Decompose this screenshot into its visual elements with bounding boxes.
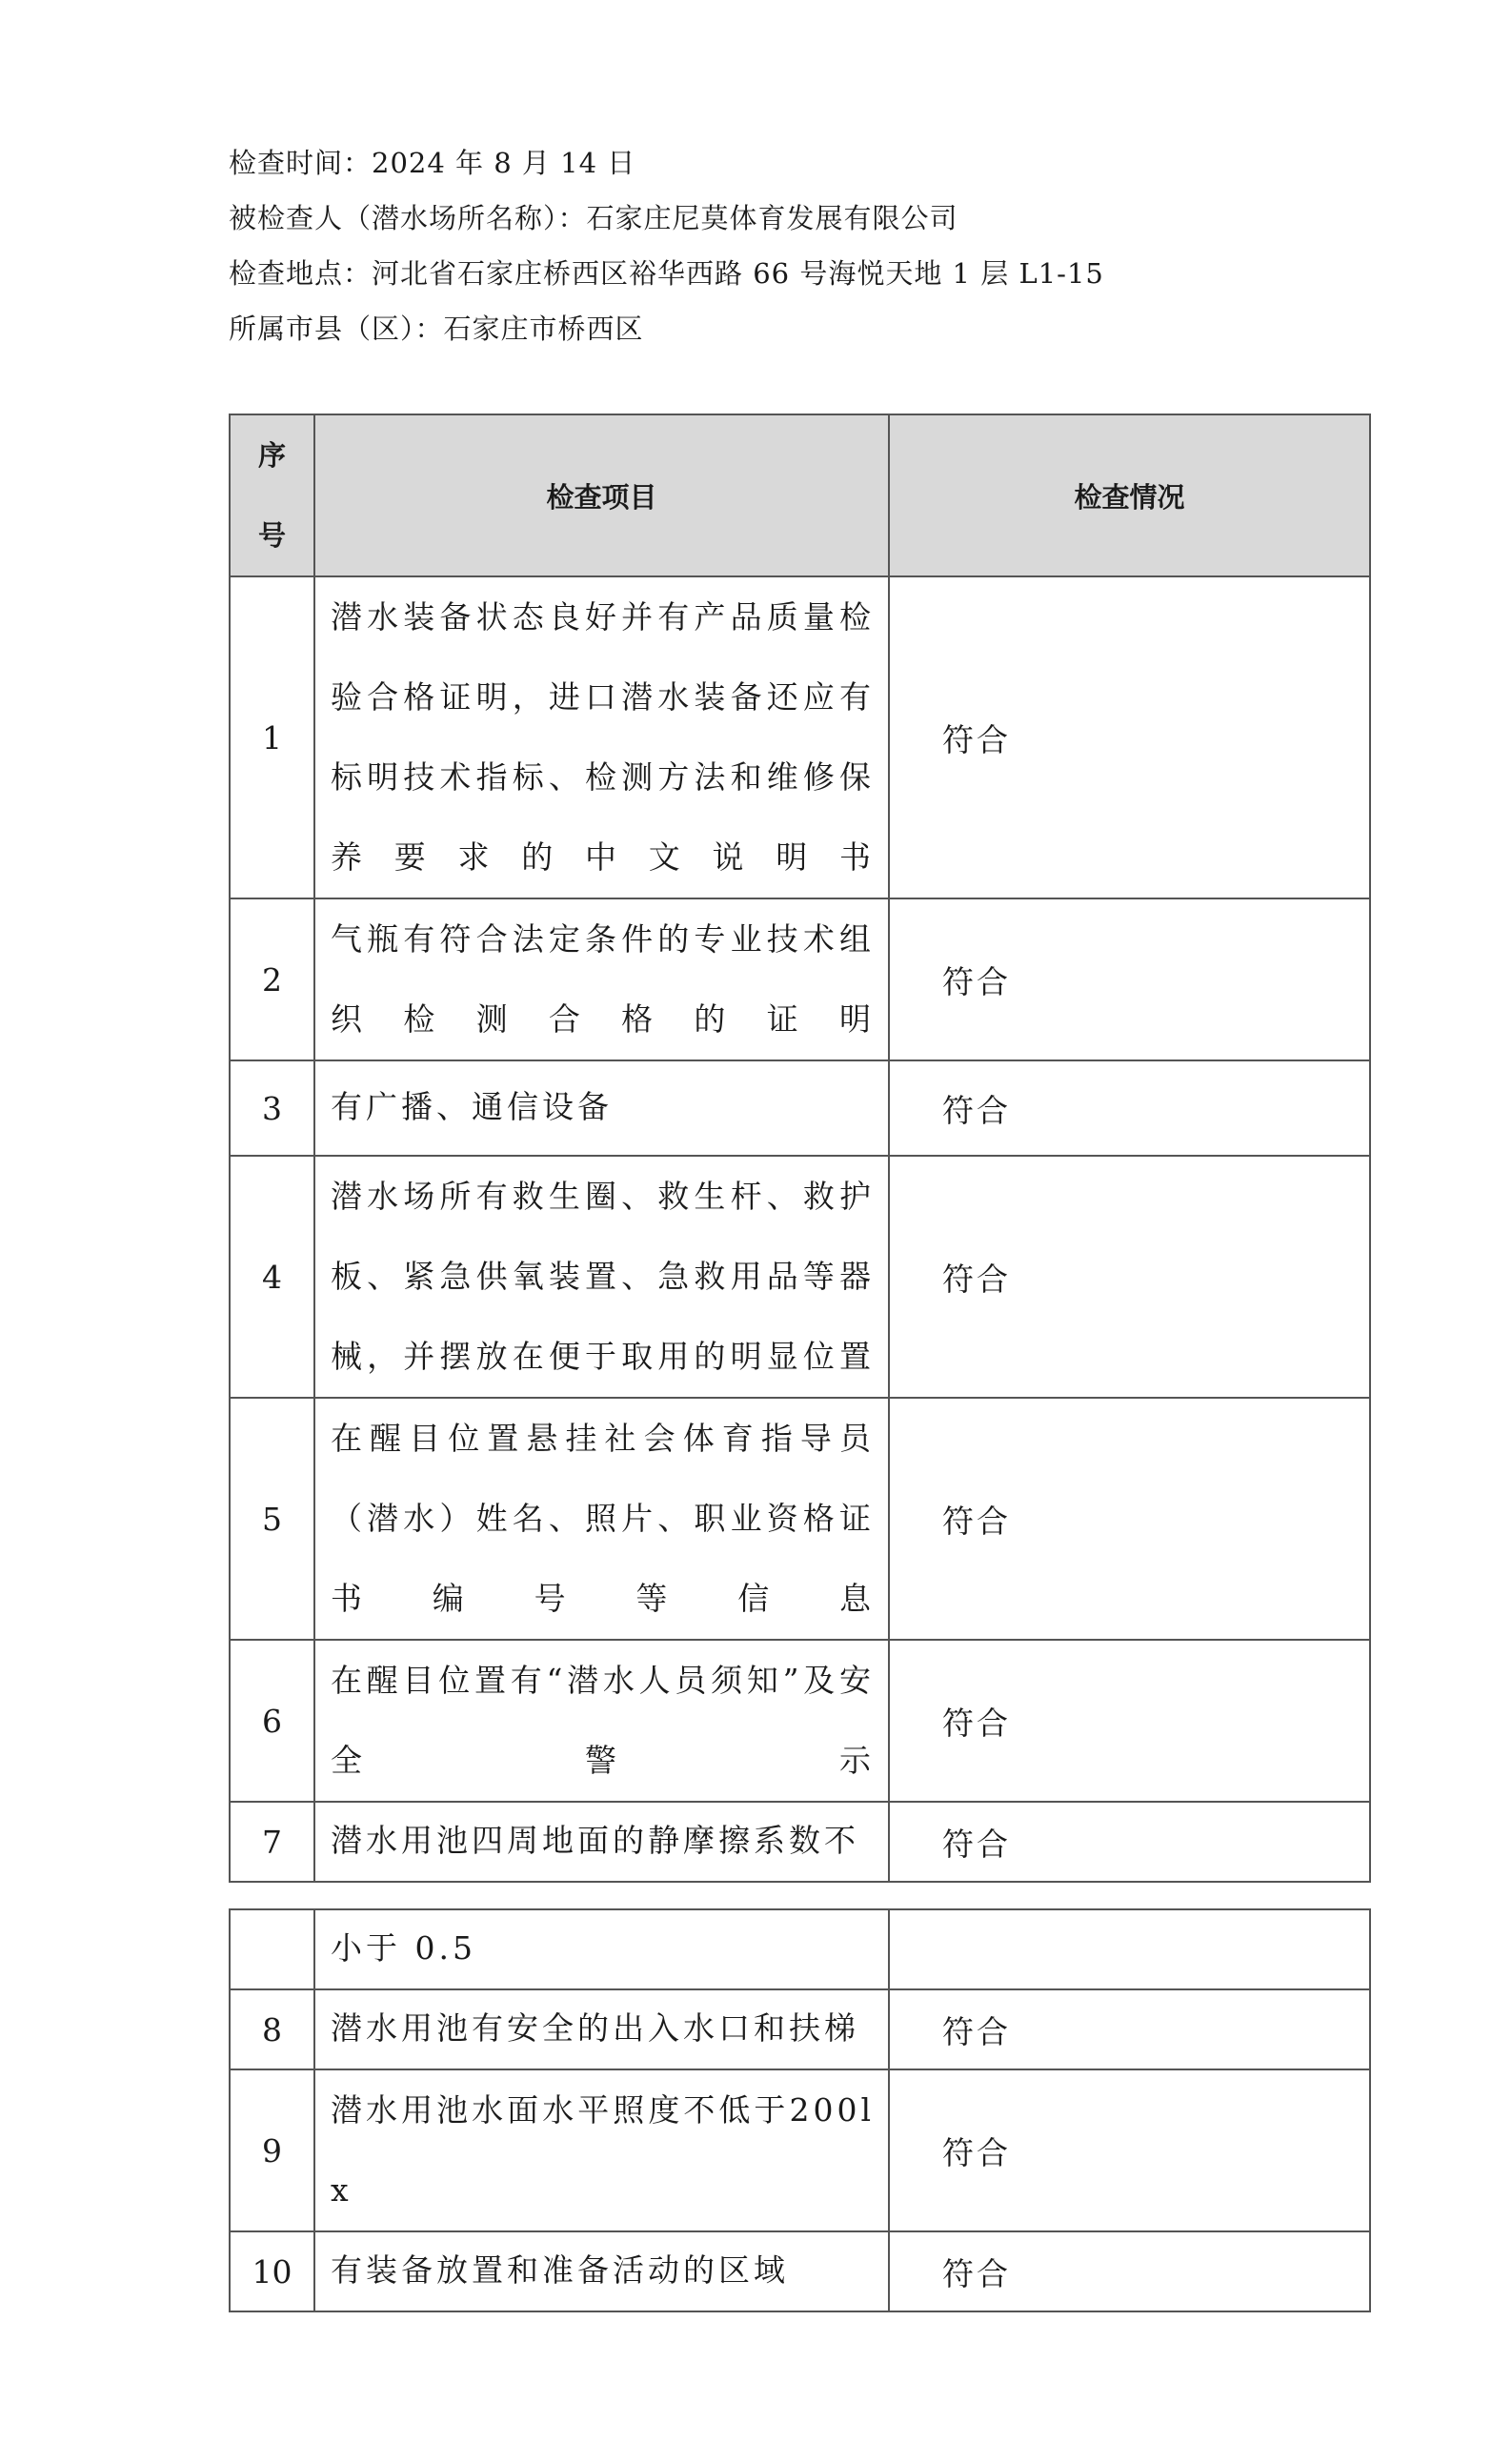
row-item: 潜水用池有安全的出入水口和扶梯	[314, 1989, 889, 2069]
row-item: 潜水用池四周地面的静摩擦系数不	[314, 1802, 889, 1882]
column-header-status: 检查情况	[889, 414, 1370, 576]
row-item: 有装备放置和准备活动的区域	[314, 2231, 889, 2311]
row-status: 符合	[889, 1802, 1370, 1882]
row-status: 符合	[889, 1156, 1370, 1398]
row-number: 7	[230, 1802, 314, 1882]
inspection-table-continued	[229, 1908, 1371, 2312]
row-item: 气瓶有符合法定条件的专业技术组织检测合格的证明	[314, 898, 889, 1060]
row-number: 2	[230, 898, 314, 1060]
row-item: 在醒目位置有“潜水人员须知”及安全警示	[314, 1640, 889, 1802]
inspection-table	[229, 414, 1371, 1883]
table-row	[230, 1640, 1370, 1802]
row-number: 8	[230, 1989, 314, 2069]
table-row	[230, 2069, 1370, 2231]
column-header-seq	[230, 414, 314, 576]
document-header	[229, 143, 1334, 364]
row-status: 符合	[889, 576, 1370, 898]
table-row	[230, 1802, 1370, 1882]
row-number: 1	[230, 576, 314, 898]
row-status: 符合	[889, 2069, 1370, 2231]
row-number: 6	[230, 1640, 314, 1802]
row-item: 潜水用池水面水平照度不低于200lx	[314, 2069, 889, 2231]
row-number: 3	[230, 1060, 314, 1156]
column-header-seq-char2: 号	[257, 519, 286, 552]
row-item: 有广播、通信设备	[314, 1060, 889, 1156]
table-row	[230, 1398, 1370, 1640]
row-item: 在醒目位置悬挂社会体育指导员（潜水）姓名、照片、职业资格证书编号等信息	[314, 1398, 889, 1640]
table-row	[230, 898, 1370, 1060]
inspected-party: 被检查人（潜水场所名称）：石家庄尼莫体育发展有限公司	[229, 202, 958, 234]
row-item: 小于 0.5	[314, 1909, 889, 1989]
district: 所属市县（区）：石家庄市桥西区	[229, 313, 644, 345]
row-status: 符合	[889, 1060, 1370, 1156]
row-status: 符合	[889, 1640, 1370, 1802]
inspection-location: 检查地点：河北省石家庄桥西区裕华西路 66 号海悦天地 1 层 L1-15	[229, 257, 1104, 290]
table-row	[230, 1156, 1370, 1398]
table-row	[230, 1060, 1370, 1156]
row-number: 10	[230, 2231, 314, 2311]
table-row	[230, 576, 1370, 898]
table-row	[230, 2231, 1370, 2311]
row-status: 符合	[889, 1989, 1370, 2069]
row-number	[230, 1909, 314, 1989]
inspection-time: 检查时间：2024 年 8 月 14 日	[229, 147, 636, 179]
column-header-item: 检查项目	[314, 414, 889, 576]
table-row	[230, 1909, 1370, 1989]
row-status: 符合	[889, 898, 1370, 1060]
row-number: 4	[230, 1156, 314, 1398]
row-status: 符合	[889, 2231, 1370, 2311]
row-item: 潜水场所有救生圈、救生杆、救护板、紧急供氧装置、急救用品等器械，并摆放在便于取用的明显位置	[314, 1156, 889, 1398]
table-row	[230, 1989, 1370, 2069]
row-status	[889, 1909, 1370, 1989]
row-item: 潜水装备状态良好并有产品质量检验合格证明，进口潜水装备还应有标明技术指标、检测方法和维修保养要求的中文说明书	[314, 576, 889, 898]
row-status: 符合	[889, 1398, 1370, 1640]
row-number: 9	[230, 2069, 314, 2231]
table-header-row	[230, 414, 1370, 576]
row-number: 5	[230, 1398, 314, 1640]
column-header-seq-char1: 序	[257, 439, 286, 472]
